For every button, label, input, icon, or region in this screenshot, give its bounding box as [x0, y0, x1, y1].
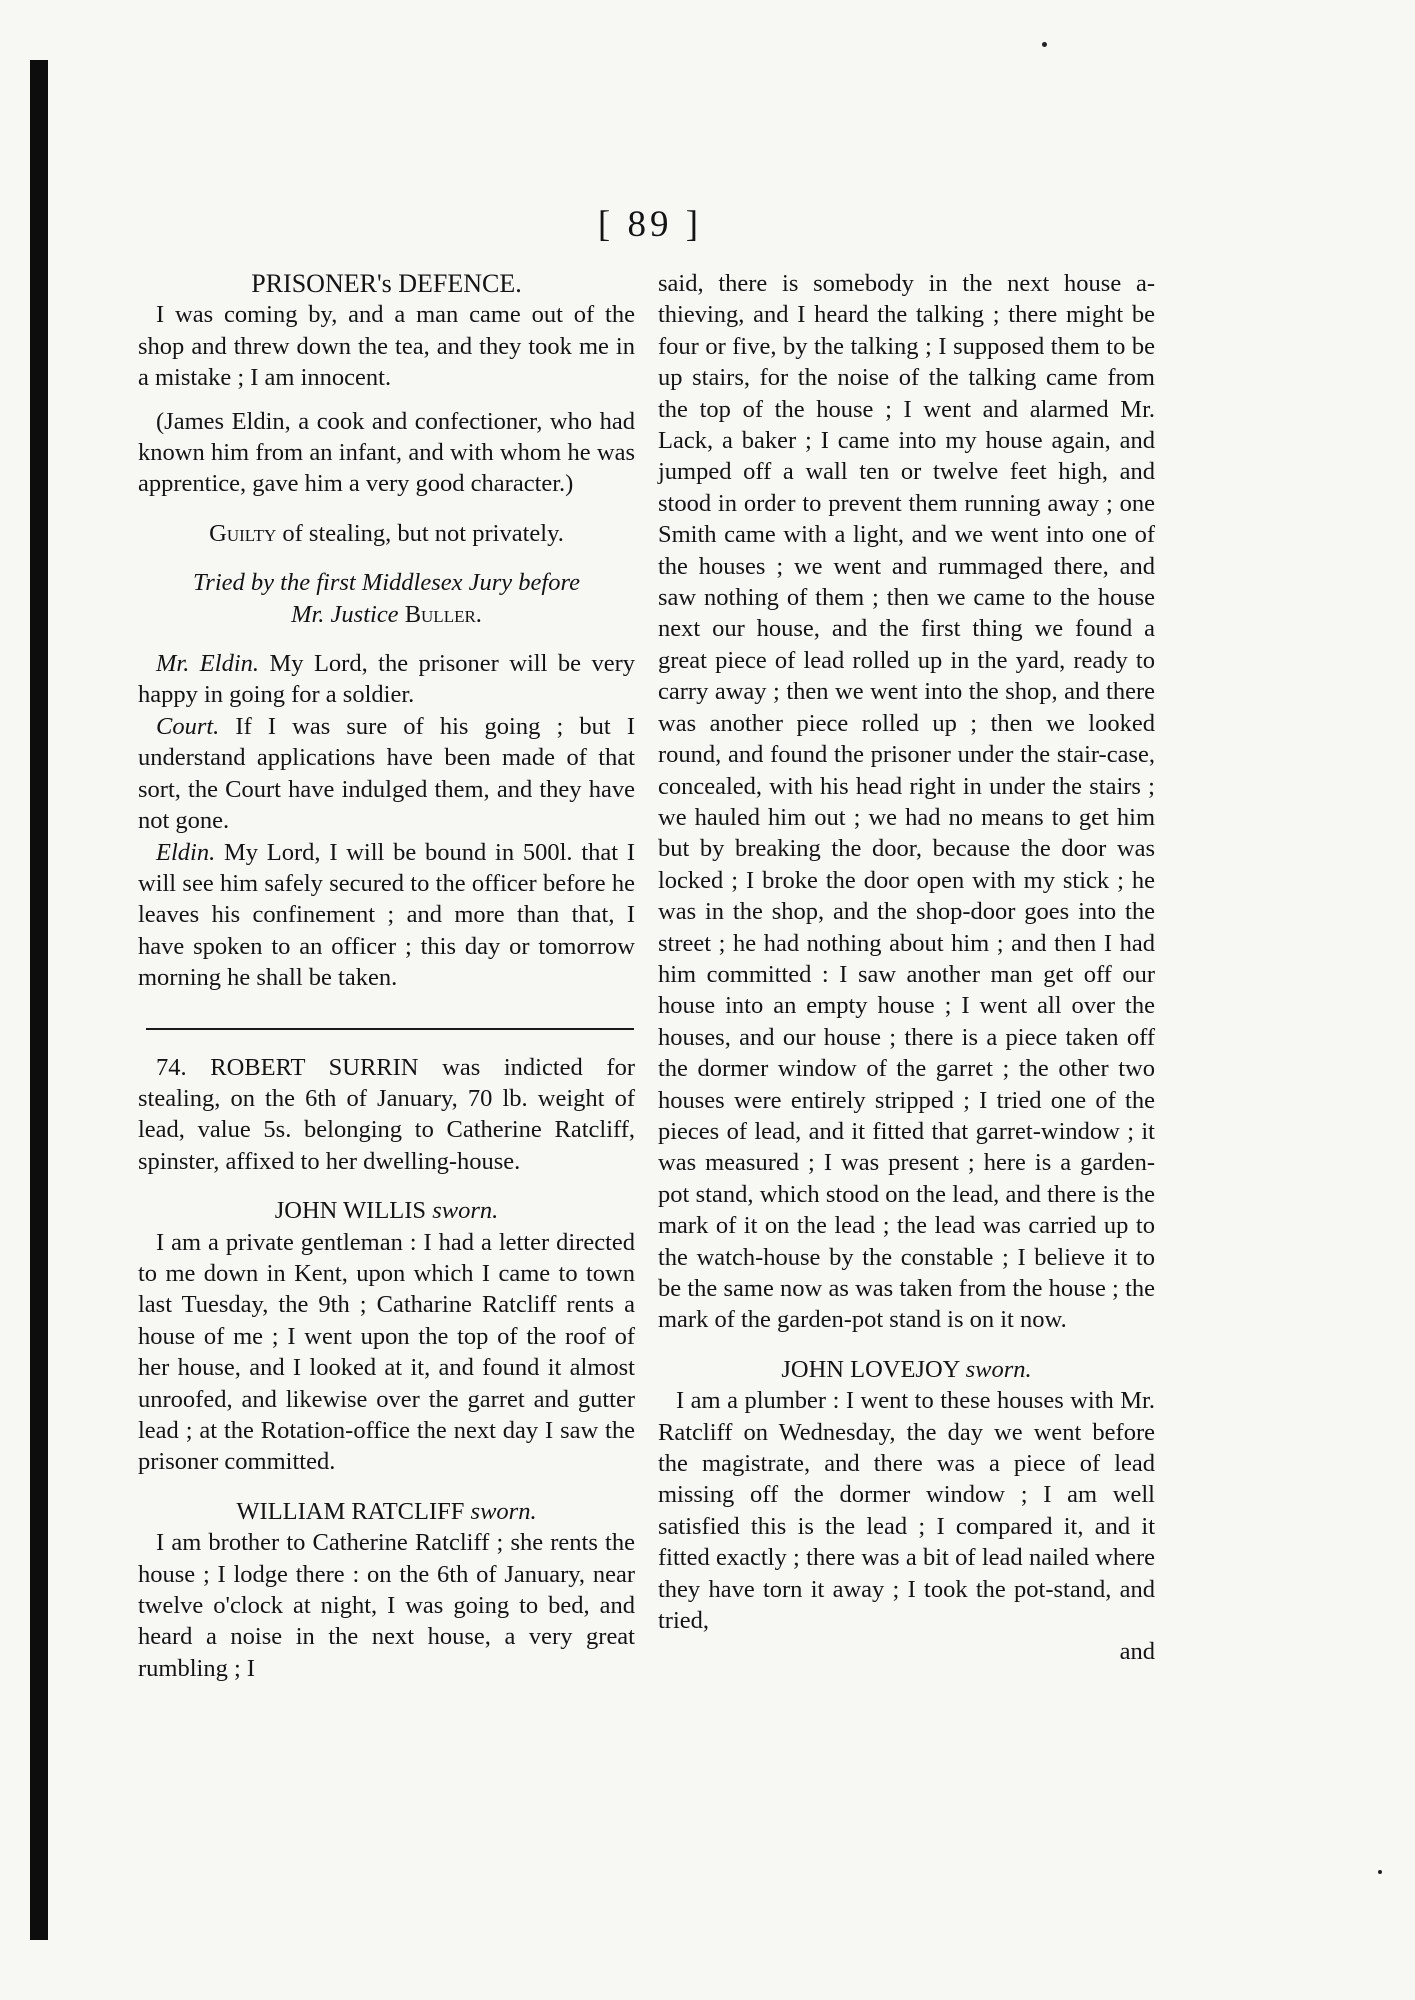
lovejoy-testimony: I am a plumber : I went to these houses with Mr. Ratcliff on Wednesday, the day we went before the magistrate, and there was a piece of lead missing off the dormer window ; I am well satisfied this is the lead ; I compared it, and it fitted exactly ; there was a bit of lead nailed where they have torn it away ; I took the pot-stand, and tried,: [658, 1387, 1155, 1635]
ratcliff-sworn: sworn.: [470, 1497, 537, 1525]
verdict-word: Guilty: [209, 519, 277, 547]
witness-lovejoy-heading: [658, 1354, 1155, 1385]
willis-testimony: I am a private gentleman : I had a letter directed to me down in Kent, upon which I came to town last Tuesday, the 9th ; Catharine Ratcliff rents a house of me ; I went upon the top of the roof of her house, and I looked at it, and found it almost unroofed, and likewise over the garret and gutter lead ; at the Rotation-office the next day I saw the prisoner committed.: [138, 1228, 635, 1476]
paper-speck: [1378, 1870, 1382, 1874]
defence-text: I was coming by, and a man came out of the shop and threw down the tea, and they took me in a mistake ; I am innocent.: [138, 301, 635, 392]
page-number: [ 89 ]: [597, 204, 703, 245]
speaker-court: Court.: [156, 712, 220, 740]
speaker-eldin-2: Eldin.: [156, 838, 216, 866]
paper-speck: [1042, 42, 1047, 47]
verdict-rest: of stealing, but not privately.: [276, 519, 564, 547]
tried-line-1: Tried by the first Middlesex Jury before: [193, 569, 580, 597]
lovejoy-name: JOHN LOVEJOY: [781, 1355, 966, 1383]
tried-justice: Mr. Justice: [291, 600, 405, 628]
section-divider: [146, 1028, 634, 1030]
lovejoy-sworn: sworn.: [965, 1355, 1032, 1383]
eldin-statement: [138, 648, 635, 711]
character-note: (James Eldin, a cook and confectioner, who had known him from an infant, and with whom he was apprentice, gave him a very good character.): [138, 407, 635, 498]
ratcliff-testimony: I am brother to Catherine Ratcliff ; she rents the house ; I lodge there : on the 6th of January, near twelve o'clock at night, I was going to bed, and heard a noise in the next house, a very great rumbling ; I: [138, 1529, 635, 1682]
willis-sworn: sworn.: [432, 1197, 499, 1225]
right-column: [658, 268, 1155, 1668]
eldin-second-statement: [138, 837, 635, 994]
court-text: If I was sure of his going ; but I understand applications have been made of that sort, the Court have indulged them, and they have not gone.: [138, 712, 635, 835]
witness-willis-heading: [138, 1195, 635, 1226]
tried-judge: Buller.: [404, 600, 482, 628]
eldin2-text: My Lord, I will be bound in 500l. that I will see him safely secured to the officer before he leaves his confinement ; and more than that, I have spoken to an officer ; this day or tomorrow morning he shall be taken.: [138, 838, 635, 992]
book-binding-edge: [30, 60, 48, 1940]
witness-ratcliff-heading: [138, 1496, 635, 1527]
verdict: [138, 518, 635, 549]
ratcliff-name: WILLIAM RATCLIFF: [236, 1497, 471, 1525]
defence-heading: PRISONER's DEFENCE.: [251, 269, 522, 298]
speaker-eldin: Mr. Eldin.: [156, 650, 260, 678]
eldin-text: My Lord, the prisoner will be very happy in going for a soldier.: [138, 650, 635, 709]
willis-name: JOHN WILLIS: [274, 1197, 433, 1225]
left-column: [138, 268, 635, 1684]
tried-line-2: [138, 599, 635, 630]
ratcliff-testimony-continued: said, there is somebody in the next house a-thieving, and I heard the talking ; there might be four or five, by the talking ; I supposed them to be up stairs, for the noise of the talking came from the top of the house ; I went and alarmed Mr. Lack, a baker ; I came into my house again, and jumped off a wall ten or twelve feet high, and stood in order to prevent them running away ; one Smith came with a light, and we went into one of the houses ; we went and rummaged there, and saw nothing of them ; then we came to the house next our house, and the first thing we found a great piece of lead rolled up in the yard, ready to carry away ; then we went into the shop, and there was another piece rolled up ; then we looked round, and found the prisoner under the stair-case, concealed, with his head right in under the stairs ; we hauled him out ; we had no means to get him but by breaking the door, because the door was locked ; I broke the door open with my stick ; he was in the shop, and the shop-door goes into the street ; he had nothing about him ; and then I had him committed : I saw another man get off our house into an empty house ; I went all over the houses, and our house ; there is a piece taken off the dormer window of the garret ; the other two houses were entirely stripped ; I tried one of the pieces of lead, and it fitted that garret-window ; it was measured ; I was present ; here is a garden-pot stand, which stood on the lead, and there is the mark of it on the lead ; the lead was carried up to the watch-house by the constable ; I believe it to be the same now as was taken from the house ; the mark of the garden-pot stand is on it now.: [658, 270, 1155, 1334]
case-indictment: 74. ROBERT SURRIN was indicted for stealing, on the 6th of January, 70 lb. weight of lead, value 5s. belonging to Catherine Ratcliff, spinster, affixed to her dwelling-house.: [138, 1053, 635, 1175]
court-statement: [138, 711, 635, 837]
catchword: and: [1119, 1638, 1155, 1666]
